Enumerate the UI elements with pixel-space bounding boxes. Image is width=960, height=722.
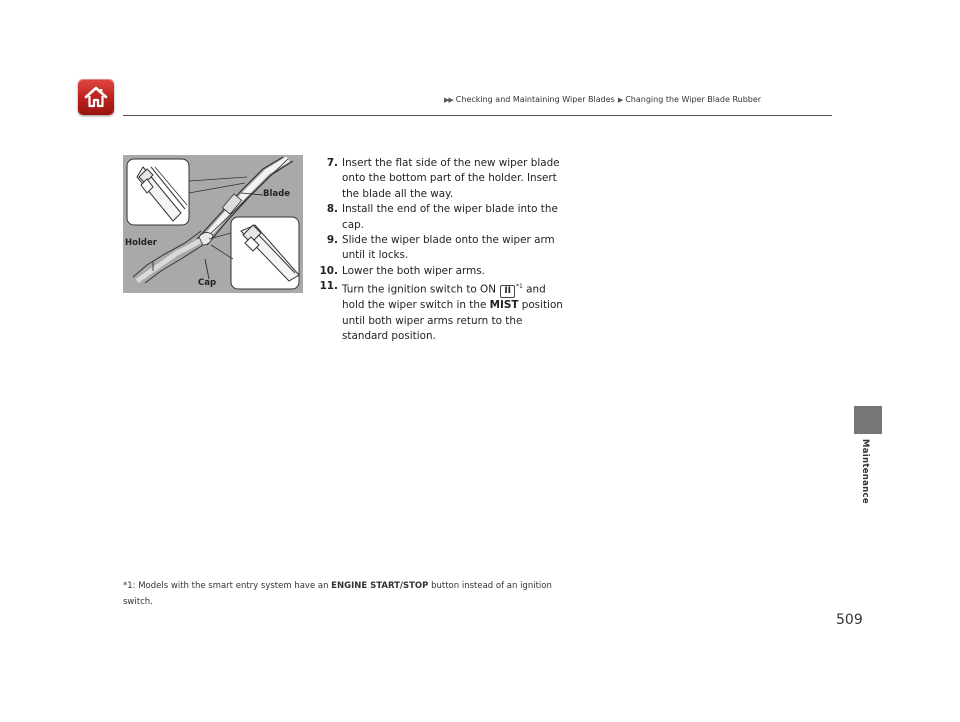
- step-text: Slide the wiper blade onto the wiper arm until it locks.: [342, 234, 555, 262]
- step-text: [342, 279, 563, 344]
- step-text-part: Turn the ignition switch to ON: [342, 283, 497, 296]
- procedure-steps: [313, 156, 563, 344]
- step-text-part: and hold the wiper switch in the: [342, 283, 546, 312]
- step-8: [313, 202, 563, 233]
- holder-label: Holder: [125, 238, 157, 248]
- home-icon: [83, 84, 109, 110]
- blade-label: Blade: [263, 189, 290, 199]
- breadcrumb-arrow-icon: ▶▶: [444, 95, 453, 104]
- step-11: [313, 279, 563, 344]
- ignition-key-position: II: [500, 285, 515, 298]
- wiper-blade-drawing: [123, 155, 303, 293]
- footnote-ref[interactable]: *1: [516, 283, 523, 291]
- step-text-part: position until both wiper arms return to the standard position.: [342, 299, 563, 342]
- section-label: [855, 436, 875, 506]
- step-text: Lower the both wiper arms.: [342, 264, 485, 277]
- breadcrumb-item-changing-rubber[interactable]: Changing the Wiper Blade Rubber: [625, 95, 762, 104]
- cap-label: Cap: [198, 278, 217, 288]
- footnote-prefix: *1: Models with the smart entry system have an: [123, 581, 332, 591]
- step-number: 7.: [326, 157, 338, 169]
- section-label-text: Maintenance: [860, 438, 870, 504]
- breadcrumb: [444, 95, 761, 104]
- mist-position-label: MIST: [489, 299, 519, 312]
- step-9: [313, 233, 563, 264]
- home-button[interactable]: [78, 79, 114, 115]
- wiper-blade-illustration: [123, 155, 303, 293]
- breadcrumb-item-wiper-blades[interactable]: Checking and Maintaining Wiper Blades: [455, 95, 615, 104]
- footnote-suffix: button instead of an ignition switch.: [123, 581, 552, 607]
- header-divider: [123, 115, 832, 116]
- step-10: [313, 264, 563, 279]
- engine-start-stop-label: ENGINE START/STOP: [331, 581, 429, 591]
- breadcrumb-arrow-icon: ▶: [617, 95, 623, 104]
- footnote: [123, 578, 563, 610]
- step-text: Install the end of the wiper blade into the cap.: [342, 203, 558, 231]
- step-number: 8.: [326, 203, 338, 216]
- step-number: 10.: [319, 264, 338, 277]
- step-7: [313, 156, 563, 202]
- step-number: 9.: [326, 234, 338, 247]
- section-tab[interactable]: [854, 406, 882, 434]
- page-number: 509: [836, 612, 863, 628]
- step-number: 11.: [319, 280, 338, 293]
- step-text: Insert the flat side of the new wiper blade onto the bottom part of the holder. Insert the blade all the way.: [342, 157, 560, 200]
